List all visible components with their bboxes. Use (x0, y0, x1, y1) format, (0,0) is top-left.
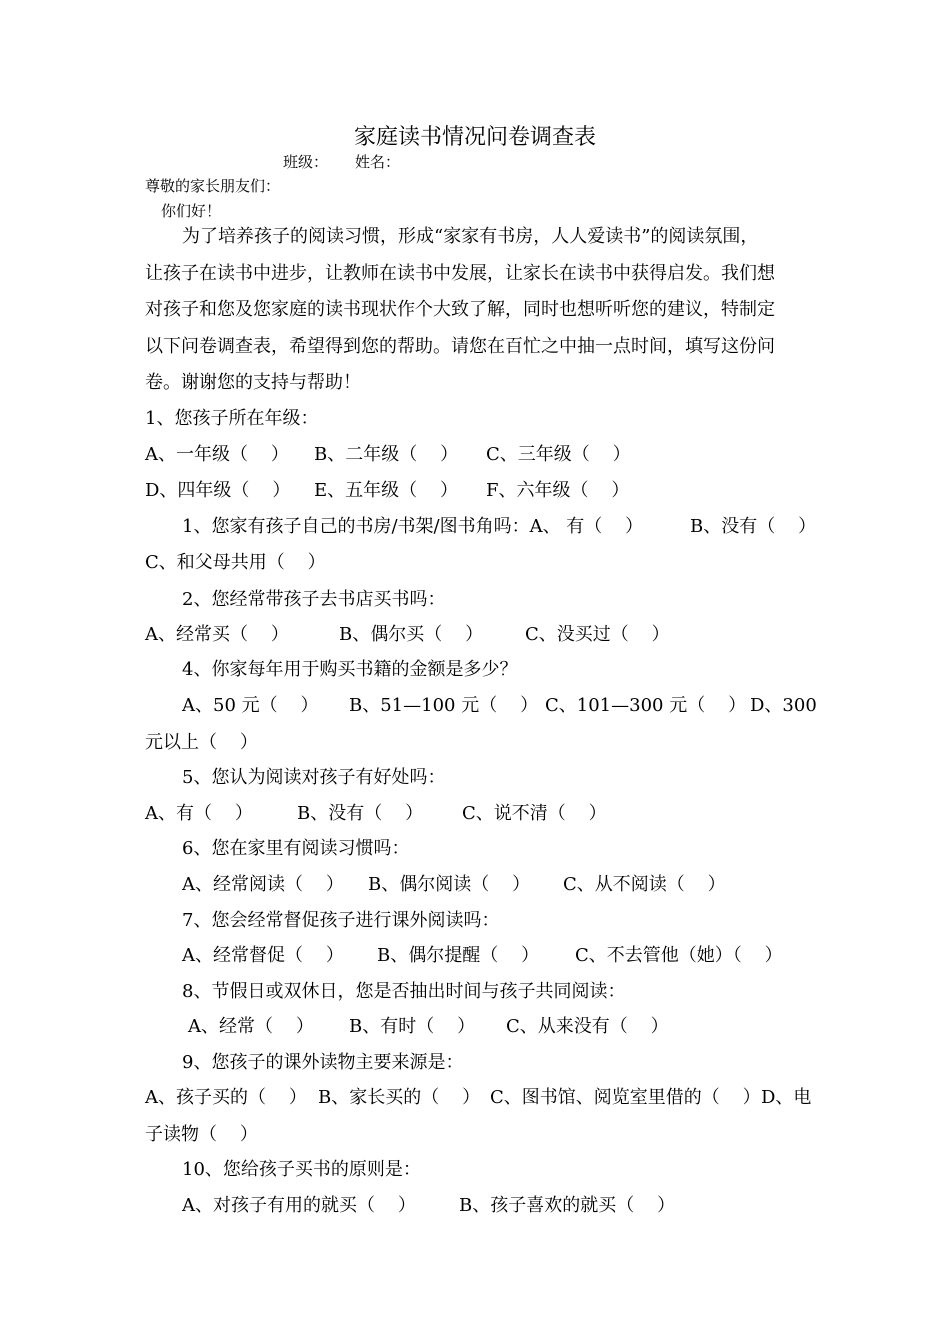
option-7-a: A、经常督促（ ） (182, 945, 344, 966)
option-8-b: B、有时（ ） (349, 1016, 476, 1037)
option-grade-a: A、一年级（ ） (145, 444, 289, 465)
option-9-a: A、孩子买的（ ） (145, 1087, 307, 1108)
option-10-a: A、对孩子有用的就买（ ） (182, 1195, 416, 1216)
option-4-c: C、101—300 元（ ） (545, 695, 747, 716)
option-5-b: B、没有（ ） (297, 803, 424, 824)
question-10: 10、您给孩子买书的原则是： (182, 1159, 421, 1180)
greeting: 你们好！ (161, 202, 222, 220)
page-title: 家庭读书情况问卷调查表 (353, 125, 596, 150)
question-9: 9、您孩子的课外读物主要来源是： (182, 1052, 464, 1073)
question-1: 1、您家有孩子自己的书房/书架/图书角吗：A、 有（ ） (182, 516, 644, 537)
option-4-b: B、51—100 元（ ） (349, 695, 539, 716)
class-label: 班级： (283, 153, 329, 171)
option-1-c: C、和父母共用（ ） (145, 552, 326, 573)
intro-line: 让孩子在读书中进步，让教师在读书中发展，让家长在读书中获得启发。我们想 (145, 263, 775, 284)
option-grade-d: D、四年级（ ） (145, 480, 291, 501)
option-1-b: B、没有（ ） (690, 516, 817, 537)
option-7-c: C、不去管他（她）（ ） (575, 945, 783, 966)
option-8-a: A、经常（ ） (188, 1016, 314, 1037)
option-9-b: B、家长买的（ ） (318, 1087, 481, 1108)
option-10-b: B、孩子喜欢的就买（ ） (459, 1195, 676, 1216)
option-2-b: B、偶尔买（ ） (339, 624, 484, 645)
intro-line: 对孩子和您及您家庭的读书现状作个大致了解，同时也想听听您的建议，特制定 (145, 299, 775, 320)
option-grade-b: B、二年级（ ） (314, 444, 459, 465)
option-6-c: C、从不阅读（ ） (563, 874, 726, 895)
option-grade-c: C、三年级（ ） (486, 444, 631, 465)
option-8-c: C、从来没有（ ） (506, 1016, 669, 1037)
option-4-a: A、50 元（ ） (182, 695, 319, 716)
option-9-d: D、电 (761, 1087, 812, 1108)
question-grade: 1、您孩子所在年级： (145, 408, 319, 429)
name-label: 姓名： (355, 153, 401, 171)
question-5: 5、您认为阅读对孩子有好处吗： (182, 767, 446, 788)
question-4: 4、你家每年用于购买书籍的金额是多少？ (182, 659, 518, 680)
option-grade-f: F、六年级（ ） (486, 480, 630, 501)
option-4-d: D、300 (750, 695, 817, 716)
question-6: 6、您在家里有阅读习惯吗： (182, 838, 410, 859)
question-7: 7、您会经常督促孩子进行课外阅读吗： (182, 910, 500, 931)
option-5-a: A、有（ ） (145, 803, 253, 824)
option-grade-e: E、五年级（ ） (314, 480, 459, 501)
intro-line: 以下问卷调查表，希望得到您的帮助。请您在百忙之中抽一点时间，填写这份问 (145, 336, 775, 357)
question-8: 8、节假日或双休日，您是否抽出时间与孩子共同阅读： (182, 981, 626, 1002)
question-2: 2、您经常带孩子去书店买书吗： (182, 589, 446, 610)
salutation: 尊敬的家长朋友们： (145, 177, 281, 195)
option-6-a: A、经常阅读（ ） (182, 874, 344, 895)
intro-line: 卷。谢谢您的支持与帮助！ (145, 372, 361, 393)
option-6-b: B、偶尔阅读（ ） (368, 874, 531, 895)
intro-line: 为了培养孩子的阅读习惯，形成“家家有书房，人人爱读书”的阅读氛围， (182, 226, 759, 247)
option-4-d-cont: 元以上（ ） (145, 732, 258, 753)
option-7-b: B、偶尔提醒（ ） (377, 945, 540, 966)
option-5-c: C、说不清（ ） (462, 803, 607, 824)
option-2-c: C、没买过（ ） (525, 624, 670, 645)
option-9-c: C、图书馆、阅览室里借的（ ） (490, 1087, 761, 1108)
option-9-d-cont: 子读物（ ） (145, 1124, 258, 1145)
option-2-a: A、经常买（ ） (145, 624, 289, 645)
